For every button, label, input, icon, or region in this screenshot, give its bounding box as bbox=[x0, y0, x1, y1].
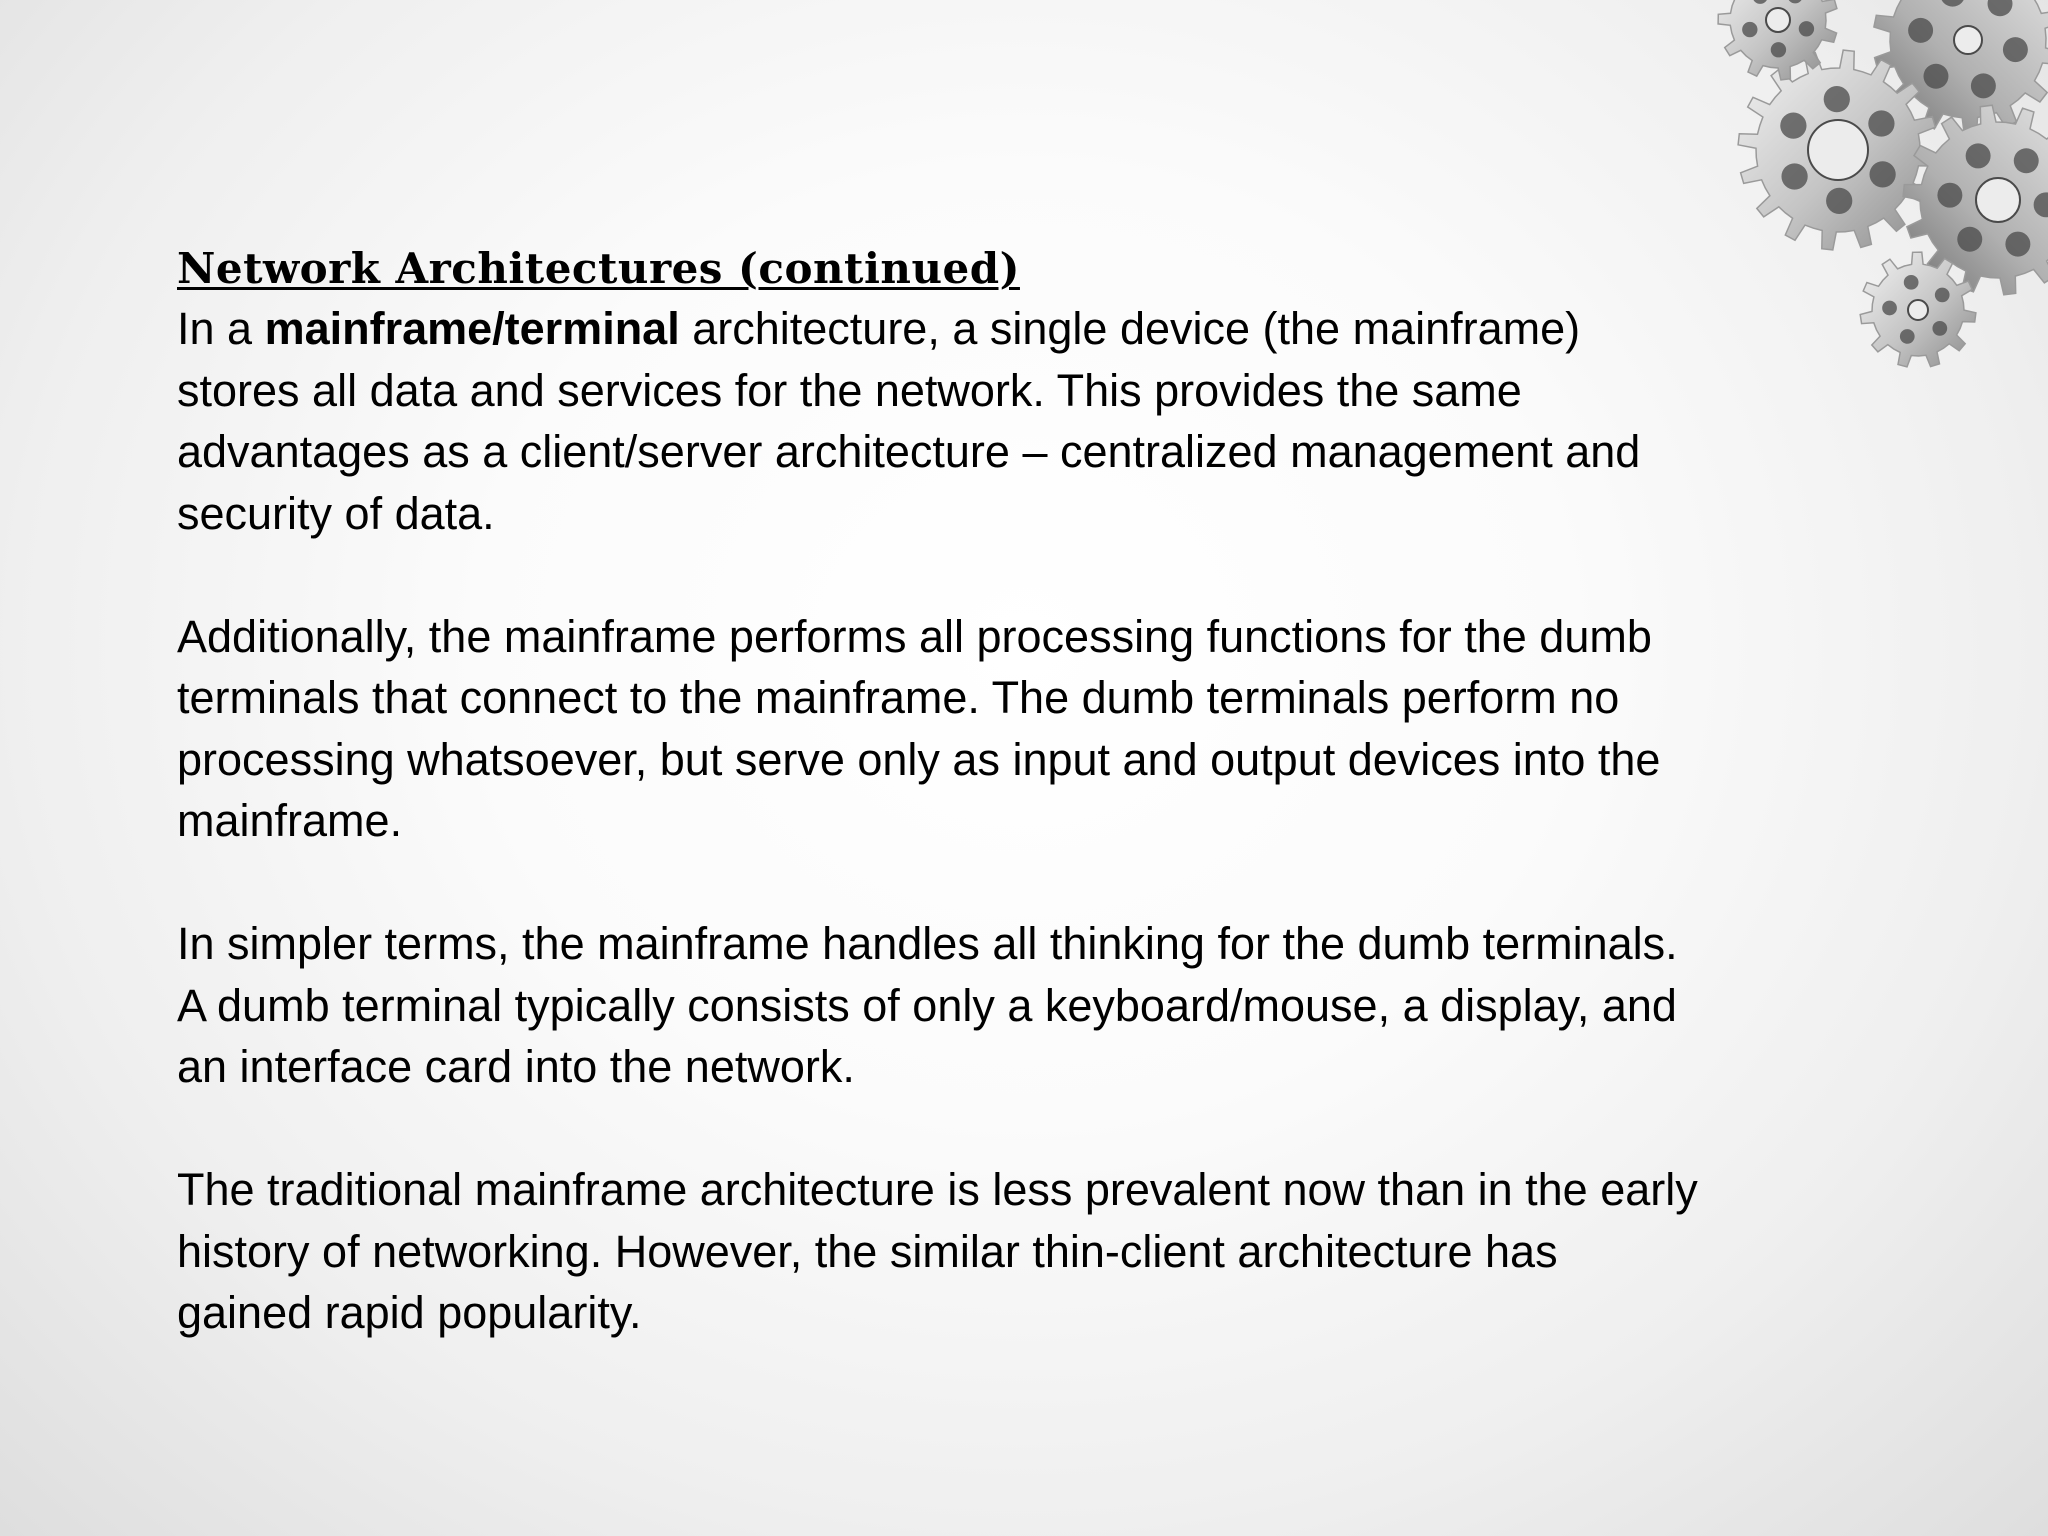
paragraph-simpler-terms: In simpler terms, the mainframe handles all thinking for the dumb terminals. A dumb terminal typically consists of only a keyboard/mouse, a display, and an interface card into the network. bbox=[177, 918, 1678, 1092]
paragraph-thin-client: The traditional mainframe architecture is less prevalent now than in the early history of networking. However, the similar thin-client architecture has gained rapid popularity. bbox=[177, 1164, 1698, 1338]
paragraph-rest: architecture, a single device (the mainframe) stores all data and services for the network. This provides the same advantages as a client/server architecture – centralized management and security of data. bbox=[177, 303, 1641, 539]
slide-title: Network Architectures (continued) bbox=[177, 244, 1020, 293]
paragraph-mainframe-intro bbox=[177, 298, 1917, 544]
slide-content bbox=[177, 240, 1917, 1344]
paragraph-lead: In a bbox=[177, 303, 265, 354]
paragraph-processing: Additionally, the mainframe performs all processing functions for the dumb terminals that connect to the mainframe. The dumb terminals perform no processing whatsoever, but serve only as input and output devices into the mainframe. bbox=[177, 610, 1661, 846]
mainframe-terminal-term: mainframe/terminal bbox=[264, 303, 680, 354]
